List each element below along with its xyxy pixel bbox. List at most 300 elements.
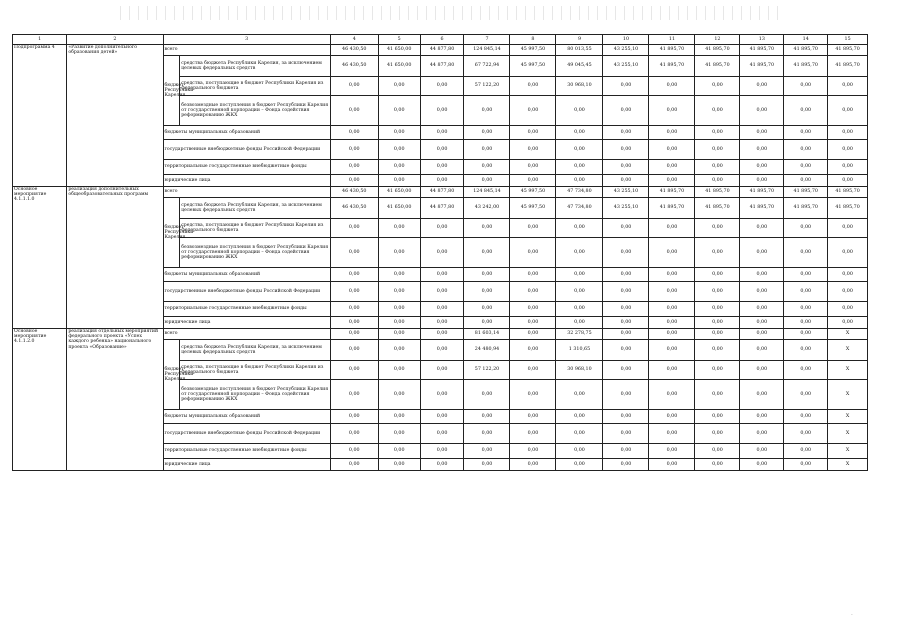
amount-cell: 0,00 [649, 361, 695, 380]
amount-cell: 41 895,70 [784, 56, 828, 77]
amount-cell: 0,00 [420, 77, 464, 96]
amount-cell: 0,00 [784, 459, 828, 471]
amount-cell: 0,00 [556, 302, 603, 317]
source-label: всего [163, 187, 330, 198]
amount-cell: 0,00 [330, 175, 378, 187]
amount-cell: 0,00 [420, 329, 464, 340]
amount-cell: 0,00 [556, 219, 603, 238]
header-number: 11 [649, 35, 695, 45]
amount-cell: 0,00 [510, 380, 556, 410]
header-number: 10 [603, 35, 649, 45]
amount-cell: 0,00 [649, 410, 695, 424]
amount-cell: 0,00 [649, 340, 695, 361]
amount-cell: X [828, 410, 868, 424]
amount-cell: 0,00 [464, 410, 510, 424]
header-number: 14 [784, 35, 828, 45]
amount-cell: 0,00 [784, 175, 828, 187]
block-code: Основное мероприятие 4.1.1.2.0 [13, 329, 67, 471]
page-mark: - [851, 612, 853, 618]
amount-cell: 0,00 [695, 238, 740, 268]
amount-cell: 0,00 [740, 160, 784, 175]
amount-cell: 0,00 [784, 77, 828, 96]
amount-cell: 0,00 [510, 96, 556, 126]
amount-cell: 0,00 [603, 380, 649, 410]
amount-cell: 0,00 [695, 317, 740, 329]
amount-cell: 0,00 [378, 459, 420, 471]
amount-cell: 0,00 [695, 282, 740, 302]
amount-cell: 0,00 [828, 140, 868, 160]
amount-cell: 49 045,45 [556, 56, 603, 77]
amount-cell: 43 255,10 [603, 45, 649, 56]
amount-cell: 0,00 [378, 317, 420, 329]
header-number: 3 [163, 35, 330, 45]
block-name: «Развитие дополнительного образования детей» [67, 45, 163, 187]
amount-cell: 0,00 [740, 424, 784, 444]
amount-cell: 0,00 [420, 302, 464, 317]
amount-cell: 41 895,70 [740, 45, 784, 56]
amount-cell: 46 430,50 [330, 187, 378, 198]
amount-cell: 0,00 [510, 361, 556, 380]
amount-cell: 0,00 [378, 96, 420, 126]
amount-cell: 0,00 [603, 410, 649, 424]
amount-cell: 0,00 [828, 317, 868, 329]
amount-cell: 0,00 [464, 380, 510, 410]
amount-cell: 0,00 [695, 219, 740, 238]
amount-cell: 0,00 [695, 410, 740, 424]
amount-cell: 0,00 [330, 317, 378, 329]
amount-cell: 0,00 [828, 175, 868, 187]
amount-cell: 0,00 [740, 175, 784, 187]
amount-cell: 0,00 [420, 175, 464, 187]
amount-cell: 41 895,70 [695, 187, 740, 198]
amount-cell: 0,00 [828, 302, 868, 317]
source-label: всего [163, 45, 330, 56]
amount-cell: 0,00 [649, 282, 695, 302]
amount-cell: 0,00 [828, 219, 868, 238]
amount-cell: 0,00 [784, 219, 828, 238]
amount-cell: 41 895,70 [740, 198, 784, 219]
amount-cell: 0,00 [603, 317, 649, 329]
amount-cell: 0,00 [330, 329, 378, 340]
source-label: государственные внебюджетные фонды Российской Федерации [163, 424, 330, 444]
amount-cell: 0,00 [784, 380, 828, 410]
amount-cell: 0,00 [784, 302, 828, 317]
amount-cell: 0,00 [510, 340, 556, 361]
amount-cell: 0,00 [603, 126, 649, 140]
amount-cell: 0,00 [378, 160, 420, 175]
amount-cell: 30 968,10 [556, 361, 603, 380]
amount-cell: 0,00 [420, 410, 464, 424]
amount-cell: 0,00 [556, 317, 603, 329]
amount-cell: 41 895,70 [695, 45, 740, 56]
amount-cell: 41 650,00 [378, 198, 420, 219]
block-code: Основное мероприятие 4.1.1.1.0 [13, 187, 67, 329]
amount-cell: 0,00 [510, 444, 556, 459]
source-label: средства бюджета Республики Карелия, за исключением целевых федеральных средств [180, 56, 331, 77]
block-name: реализация отдельных мероприятий федерального проекта «Успех каждого ребенка» национального проекта «Образование» [67, 329, 163, 471]
source-label: безвозмездные поступления в бюджет Республики Карелия от государственной корпорации – Фонда содействия реформированию ЖКХ [180, 238, 331, 268]
amount-cell: 0,00 [510, 126, 556, 140]
amount-cell: 0,00 [420, 317, 464, 329]
source-label: юридические лица [163, 317, 330, 329]
amount-cell: 0,00 [740, 282, 784, 302]
amount-cell: 0,00 [695, 459, 740, 471]
amount-cell: 41 895,70 [740, 187, 784, 198]
table-row [13, 45, 868, 56]
header-row [13, 35, 868, 45]
financing-table [12, 34, 868, 471]
header-number: 13 [740, 35, 784, 45]
amount-cell: 0,00 [649, 329, 695, 340]
header-number: 4 [330, 35, 378, 45]
amount-cell: 0,00 [828, 126, 868, 140]
amount-cell: 41 895,70 [649, 198, 695, 219]
amount-cell: 0,00 [510, 238, 556, 268]
amount-cell: 0,00 [740, 140, 784, 160]
amount-cell: 0,00 [464, 140, 510, 160]
amount-cell: 0,00 [603, 268, 649, 282]
amount-cell: 0,00 [464, 96, 510, 126]
amount-cell: 0,00 [510, 329, 556, 340]
amount-cell: 0,00 [464, 268, 510, 282]
amount-cell: 43 255,10 [603, 187, 649, 198]
amount-cell: 0,00 [420, 219, 464, 238]
amount-cell: 41 650,00 [378, 187, 420, 198]
amount-cell: 0,00 [330, 410, 378, 424]
amount-cell: X [828, 361, 868, 380]
source-label: средства, поступающие в бюджет Республики Карелия из федерального бюджета [180, 219, 331, 238]
amount-cell: 0,00 [556, 459, 603, 471]
header-number: 5 [378, 35, 420, 45]
amount-cell: 0,00 [828, 282, 868, 302]
amount-cell: 0,00 [828, 268, 868, 282]
amount-cell: 30 968,10 [556, 77, 603, 96]
source-label: территориальные государственные внебюджетные фонды [163, 302, 330, 317]
amount-cell: X [828, 340, 868, 361]
amount-cell: 0,00 [603, 238, 649, 268]
amount-cell: 0,00 [330, 424, 378, 444]
amount-cell: 0,00 [649, 238, 695, 268]
amount-cell: 41 895,70 [784, 187, 828, 198]
amount-cell: 0,00 [784, 96, 828, 126]
amount-cell: 0,00 [603, 361, 649, 380]
amount-cell: 0,00 [695, 126, 740, 140]
amount-cell: 0,00 [330, 268, 378, 282]
budget-group-label: бюджет Республики Карелия [163, 340, 180, 410]
amount-cell: 0,00 [378, 444, 420, 459]
amount-cell: 0,00 [378, 219, 420, 238]
source-label: всего [163, 329, 330, 340]
amount-cell: 0,00 [649, 380, 695, 410]
amount-cell: 0,00 [378, 302, 420, 317]
amount-cell: 0,00 [378, 268, 420, 282]
amount-cell: 0,00 [556, 424, 603, 444]
amount-cell: 44 877,80 [420, 187, 464, 198]
amount-cell: 0,00 [464, 175, 510, 187]
amount-cell: 0,00 [378, 175, 420, 187]
amount-cell: 0,00 [603, 96, 649, 126]
amount-cell: 67 722,94 [464, 56, 510, 77]
amount-cell: 0,00 [556, 268, 603, 282]
amount-cell: 0,00 [556, 238, 603, 268]
amount-cell: 0,00 [510, 175, 556, 187]
amount-cell: 80 013,55 [556, 45, 603, 56]
amount-cell: 0,00 [740, 380, 784, 410]
amount-cell: 0,00 [740, 238, 784, 268]
budget-group-label: бюджет Республики Карелия [163, 198, 180, 268]
amount-cell: 0,00 [510, 282, 556, 302]
amount-cell: 0,00 [740, 444, 784, 459]
amount-cell: 0,00 [420, 424, 464, 444]
amount-cell: 0,00 [556, 282, 603, 302]
amount-cell: 0,00 [740, 126, 784, 140]
amount-cell: 0,00 [649, 77, 695, 96]
amount-cell: 0,00 [603, 459, 649, 471]
amount-cell: 0,00 [695, 268, 740, 282]
amount-cell: 0,00 [420, 340, 464, 361]
amount-cell: 0,00 [695, 175, 740, 187]
amount-cell: 0,00 [420, 361, 464, 380]
amount-cell: 0,00 [649, 175, 695, 187]
amount-cell: 0,00 [330, 444, 378, 459]
source-label: средства бюджета Республики Карелия, за исключением целевых федеральных средств [180, 340, 331, 361]
amount-cell: 0,00 [649, 424, 695, 444]
source-label: средства, поступающие в бюджет Республики Карелия из федерального бюджета [180, 361, 331, 380]
amount-cell: 0,00 [378, 380, 420, 410]
amount-cell: 0,00 [649, 459, 695, 471]
amount-cell: 0,00 [378, 77, 420, 96]
amount-cell: 0,00 [828, 77, 868, 96]
amount-cell: 47 734,80 [556, 198, 603, 219]
amount-cell: 0,00 [420, 140, 464, 160]
amount-cell: 1 310,65 [556, 340, 603, 361]
amount-cell: 0,00 [420, 282, 464, 302]
amount-cell: X [828, 459, 868, 471]
source-label: бюджеты муниципальных образований [163, 126, 330, 140]
amount-cell: 41 895,70 [649, 45, 695, 56]
amount-cell: 0,00 [464, 424, 510, 444]
amount-cell: 32 278,75 [556, 329, 603, 340]
amount-cell: 0,00 [330, 96, 378, 126]
block-code: Подпрограмма 4 [13, 45, 67, 187]
amount-cell: 0,00 [556, 175, 603, 187]
source-label: юридические лица [163, 175, 330, 187]
amount-cell: 0,00 [510, 410, 556, 424]
source-label: юридические лица [163, 459, 330, 471]
amount-cell: 47 734,80 [556, 187, 603, 198]
amount-cell: 0,00 [695, 424, 740, 444]
amount-cell: 0,00 [330, 140, 378, 160]
amount-cell: 0,00 [464, 126, 510, 140]
amount-cell: 0,00 [510, 424, 556, 444]
amount-cell: X [828, 444, 868, 459]
amount-cell: 0,00 [510, 219, 556, 238]
source-label: безвозмездные поступления в бюджет Республики Карелия от государственной корпорации – Фонда содействия реформированию ЖКХ [180, 380, 331, 410]
amount-cell: 41 895,70 [828, 187, 868, 198]
amount-cell: 0,00 [420, 380, 464, 410]
amount-cell: 0,00 [330, 219, 378, 238]
amount-cell: 0,00 [510, 302, 556, 317]
header-number: 8 [510, 35, 556, 45]
amount-cell: 0,00 [740, 410, 784, 424]
amount-cell: 0,00 [510, 140, 556, 160]
amount-cell: 0,00 [695, 96, 740, 126]
amount-cell: 0,00 [740, 329, 784, 340]
amount-cell: 0,00 [556, 126, 603, 140]
amount-cell: 0,00 [378, 126, 420, 140]
amount-cell: 0,00 [378, 140, 420, 160]
amount-cell: 0,00 [556, 444, 603, 459]
amount-cell: 0,00 [556, 160, 603, 175]
amount-cell: 0,00 [695, 77, 740, 96]
amount-cell: 0,00 [649, 219, 695, 238]
amount-cell: 0,00 [510, 268, 556, 282]
amount-cell: 0,00 [420, 126, 464, 140]
amount-cell: 57 122,20 [464, 77, 510, 96]
amount-cell: 0,00 [784, 317, 828, 329]
header-number: 1 [13, 35, 67, 45]
amount-cell: X [828, 380, 868, 410]
amount-cell: 41 895,70 [695, 56, 740, 77]
amount-cell: 0,00 [784, 361, 828, 380]
source-label: средства бюджета Республики Карелия, за исключением целевых федеральных средств [180, 198, 331, 219]
amount-cell: 0,00 [510, 459, 556, 471]
amount-cell: 0,00 [330, 77, 378, 96]
amount-cell: 0,00 [649, 317, 695, 329]
amount-cell: 0,00 [784, 424, 828, 444]
amount-cell: 43 255,10 [603, 56, 649, 77]
amount-cell: 0,00 [464, 302, 510, 317]
amount-cell: 124 845,14 [464, 187, 510, 198]
amount-cell: 0,00 [603, 329, 649, 340]
header-number: 2 [67, 35, 163, 45]
amount-cell: 0,00 [464, 219, 510, 238]
budget-group-label: бюджет Республики Карелия [163, 56, 180, 126]
amount-cell: 0,00 [556, 410, 603, 424]
amount-cell: 45 997,50 [510, 198, 556, 219]
amount-cell: 0,00 [464, 282, 510, 302]
amount-cell: 44 877,80 [420, 56, 464, 77]
amount-cell: 41 895,70 [649, 56, 695, 77]
amount-cell: 0,00 [603, 140, 649, 160]
amount-cell: 0,00 [784, 160, 828, 175]
amount-cell: 41 895,70 [740, 56, 784, 77]
amount-cell: 0,00 [740, 302, 784, 317]
amount-cell: 44 877,80 [420, 198, 464, 219]
amount-cell: 57 122,20 [464, 361, 510, 380]
amount-cell: 0,00 [784, 126, 828, 140]
amount-cell: 45 997,50 [510, 56, 556, 77]
amount-cell: 0,00 [378, 282, 420, 302]
source-label: территориальные государственные внебюджетные фонды [163, 444, 330, 459]
amount-cell: 81 603,14 [464, 329, 510, 340]
amount-cell: 0,00 [740, 77, 784, 96]
amount-cell: 0,00 [828, 160, 868, 175]
amount-cell: 0,00 [649, 140, 695, 160]
amount-cell: 41 895,70 [784, 198, 828, 219]
header-number: 15 [828, 35, 868, 45]
amount-cell: 0,00 [695, 302, 740, 317]
amount-cell: 0,00 [420, 160, 464, 175]
amount-cell: 0,00 [828, 96, 868, 126]
amount-cell: 0,00 [649, 160, 695, 175]
amount-cell: 0,00 [740, 268, 784, 282]
amount-cell: 0,00 [784, 444, 828, 459]
amount-cell: 0,00 [784, 329, 828, 340]
table-row [13, 329, 868, 340]
amount-cell: 0,00 [464, 459, 510, 471]
amount-cell: 0,00 [420, 444, 464, 459]
amount-cell: 0,00 [740, 317, 784, 329]
amount-cell: 0,00 [784, 282, 828, 302]
amount-cell: 0,00 [510, 317, 556, 329]
amount-cell: 0,00 [740, 361, 784, 380]
amount-cell: 0,00 [649, 302, 695, 317]
amount-cell: 0,00 [330, 126, 378, 140]
amount-cell: 45 997,50 [510, 45, 556, 56]
amount-cell: 0,00 [556, 380, 603, 410]
amount-cell: 0,00 [695, 140, 740, 160]
amount-cell: 0,00 [695, 361, 740, 380]
amount-cell: X [828, 329, 868, 340]
header-number: 6 [420, 35, 464, 45]
amount-cell: 45 997,50 [510, 187, 556, 198]
amount-cell: X [828, 424, 868, 444]
amount-cell: 0,00 [330, 282, 378, 302]
amount-cell: 41 895,70 [784, 45, 828, 56]
amount-cell: 0,00 [510, 160, 556, 175]
amount-cell: 0,00 [603, 424, 649, 444]
amount-cell: 0,00 [784, 268, 828, 282]
amount-cell: 0,00 [603, 175, 649, 187]
amount-cell: 0,00 [603, 219, 649, 238]
header-number: 7 [464, 35, 510, 45]
amount-cell: 0,00 [649, 96, 695, 126]
amount-cell: 0,00 [784, 410, 828, 424]
amount-cell: 43 255,10 [603, 198, 649, 219]
amount-cell: 41 895,70 [649, 187, 695, 198]
amount-cell: 0,00 [695, 444, 740, 459]
amount-cell: 0,00 [695, 329, 740, 340]
amount-cell: 0,00 [464, 444, 510, 459]
amount-cell: 124 845,14 [464, 45, 510, 56]
header-number: 9 [556, 35, 603, 45]
source-label: территориальные государственные внебюджетные фонды [163, 160, 330, 175]
source-label: государственные внебюджетные фонды Российской Федерации [163, 282, 330, 302]
amount-cell: 0,00 [330, 160, 378, 175]
amount-cell: 0,00 [784, 140, 828, 160]
amount-cell: 0,00 [556, 96, 603, 126]
amount-cell: 0,00 [603, 282, 649, 302]
amount-cell: 41 895,70 [695, 198, 740, 219]
amount-cell: 0,00 [330, 459, 378, 471]
amount-cell: 0,00 [784, 238, 828, 268]
source-label: безвозмездные поступления в бюджет Республики Карелия от государственной корпорации – Фонда содействия реформированию ЖКХ [180, 96, 331, 126]
amount-cell: 0,00 [740, 340, 784, 361]
amount-cell: 0,00 [378, 238, 420, 268]
amount-cell: 0,00 [603, 302, 649, 317]
amount-cell: 0,00 [695, 340, 740, 361]
amount-cell: 0,00 [649, 444, 695, 459]
amount-cell: 0,00 [603, 77, 649, 96]
amount-cell: 0,00 [378, 361, 420, 380]
amount-cell: 46 430,50 [330, 56, 378, 77]
amount-cell: 41 650,00 [378, 45, 420, 56]
amount-cell: 0,00 [330, 238, 378, 268]
amount-cell: 0,00 [510, 77, 556, 96]
amount-cell: 0,00 [330, 380, 378, 410]
amount-cell: 0,00 [330, 340, 378, 361]
